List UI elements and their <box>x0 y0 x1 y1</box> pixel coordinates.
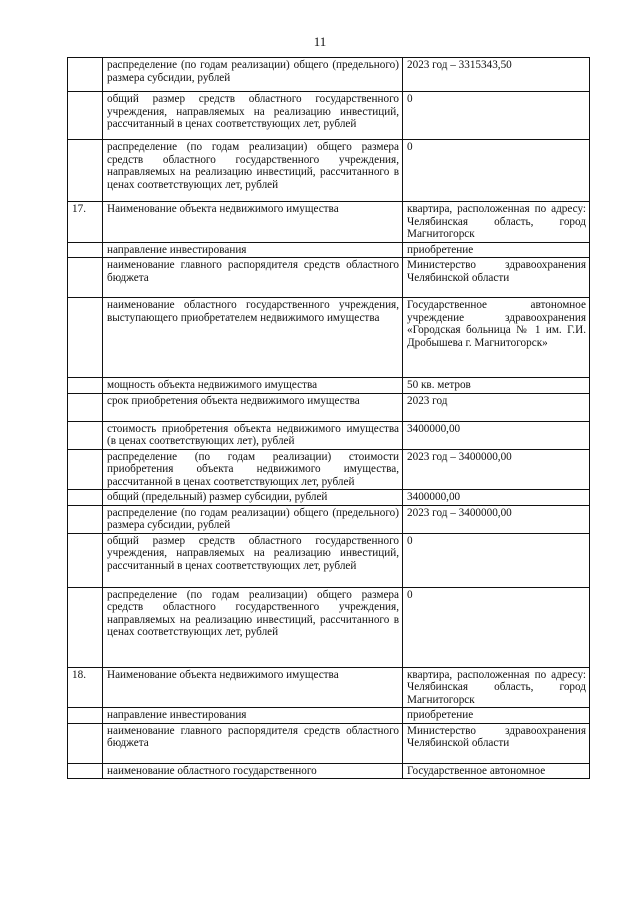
row-label: мощность объекта недвижимого имущества <box>103 378 403 394</box>
row-label: стоимость приобретения объекта недвижимого имущества (в ценах соответствующих лет), рублей <box>103 421 403 449</box>
row-number <box>68 298 103 378</box>
row-value: 0 <box>403 533 590 587</box>
table-row <box>68 298 590 378</box>
row-number <box>68 533 103 587</box>
table-row <box>68 587 590 667</box>
row-label: наименование главного распорядителя средств областного бюджета <box>103 258 403 298</box>
row-number <box>68 763 103 779</box>
table-row <box>68 202 590 243</box>
row-value: квартира, расположенная по адресу: Челябинская область, город Магнитогорск <box>403 202 590 243</box>
row-number <box>68 421 103 449</box>
row-value: приобретение <box>403 242 590 258</box>
row-label: общий размер средств областного государственного учреждения, направляемых на реализацию инвестиций, рассчитанный в ценах соответствующих лет, рублей <box>103 533 403 587</box>
row-number <box>68 505 103 533</box>
row-value: Министерство здравоохранения Челябинской области <box>403 258 590 298</box>
table-row <box>68 449 590 490</box>
row-number <box>68 58 103 92</box>
row-number <box>68 242 103 258</box>
table-row <box>68 723 590 763</box>
row-value: 2023 год – 3400000,00 <box>403 505 590 533</box>
row-label: направление инвестирования <box>103 708 403 724</box>
document-table <box>67 57 590 779</box>
row-label: наименование главного распорядителя средств областного бюджета <box>103 723 403 763</box>
row-label: наименование областного государственного учреждения, выступающего приобретателем недвижимого имущества <box>103 298 403 378</box>
table-row <box>68 533 590 587</box>
table-row <box>68 763 590 779</box>
row-number <box>68 587 103 667</box>
row-number: 18. <box>68 667 103 708</box>
page-number: 11 <box>313 34 327 49</box>
row-label: наименование областного государственного <box>103 763 403 779</box>
row-value: Министерство здравоохранения Челябинской области <box>403 723 590 763</box>
table-row <box>68 490 590 506</box>
table-row <box>68 92 590 140</box>
table-row <box>68 242 590 258</box>
row-value: квартира, расположенная по адресу: Челябинская область, город Магнитогорск <box>403 667 590 708</box>
row-value: 0 <box>403 92 590 140</box>
row-value: 3400000,00 <box>403 421 590 449</box>
table-row <box>68 393 590 421</box>
row-label: Наименование объекта недвижимого имущества <box>103 667 403 708</box>
table-row <box>68 378 590 394</box>
row-number <box>68 140 103 202</box>
row-value: Государственное автономное учреждение здравоохранения «Городская больница № 1 им. Г.И. Дробышева г. Магнитогорск» <box>403 298 590 378</box>
row-label: распределение (по годам реализации) общего (предельного) размера субсидии, рублей <box>103 58 403 92</box>
row-label: срок приобретения объекта недвижимого имущества <box>103 393 403 421</box>
table-row <box>68 505 590 533</box>
row-label: распределение (по годам реализации) стоимости приобретения объекта недвижимого имущества, рассчитанной в ценах соответствующих лет, рублей <box>103 449 403 490</box>
row-value: 2023 год – 3315343,50 <box>403 58 590 92</box>
table-row <box>68 708 590 724</box>
row-label: распределение (по годам реализации) общего размера средств областного государственного учреждения, направляемых на реализацию инвестиций, рассчитанного в ценах соответствующих лет, рублей <box>103 140 403 202</box>
row-number <box>68 378 103 394</box>
row-value: 3400000,00 <box>403 490 590 506</box>
row-number <box>68 490 103 506</box>
table-row <box>68 421 590 449</box>
row-value: приобретение <box>403 708 590 724</box>
table-row <box>68 140 590 202</box>
table-row <box>68 58 590 92</box>
row-label: направление инвестирования <box>103 242 403 258</box>
row-number <box>68 393 103 421</box>
row-value: 50 кв. метров <box>403 378 590 394</box>
row-value: 0 <box>403 140 590 202</box>
row-number <box>68 258 103 298</box>
table-row <box>68 667 590 708</box>
table-row <box>68 258 590 298</box>
row-value: 2023 год – 3400000,00 <box>403 449 590 490</box>
row-number <box>68 708 103 724</box>
row-number <box>68 449 103 490</box>
row-label: распределение (по годам реализации) общего (предельного) размера субсидии, рублей <box>103 505 403 533</box>
row-label: общий размер средств областного государственного учреждения, направляемых на реализацию инвестиций, рассчитанный в ценах соответствующих лет, рублей <box>103 92 403 140</box>
row-number <box>68 723 103 763</box>
row-value: 2023 год <box>403 393 590 421</box>
row-number <box>68 92 103 140</box>
row-label: Наименование объекта недвижимого имущества <box>103 202 403 243</box>
row-value: Государственное автономное <box>403 763 590 779</box>
row-label: распределение (по годам реализации) общего размера средств областного государственного учреждения, направляемых на реализацию инвестиций, рассчитанного в ценах соответствующих лет, рублей <box>103 587 403 667</box>
row-number: 17. <box>68 202 103 243</box>
row-value: 0 <box>403 587 590 667</box>
row-label: общий (предельный) размер субсидии, рублей <box>103 490 403 506</box>
